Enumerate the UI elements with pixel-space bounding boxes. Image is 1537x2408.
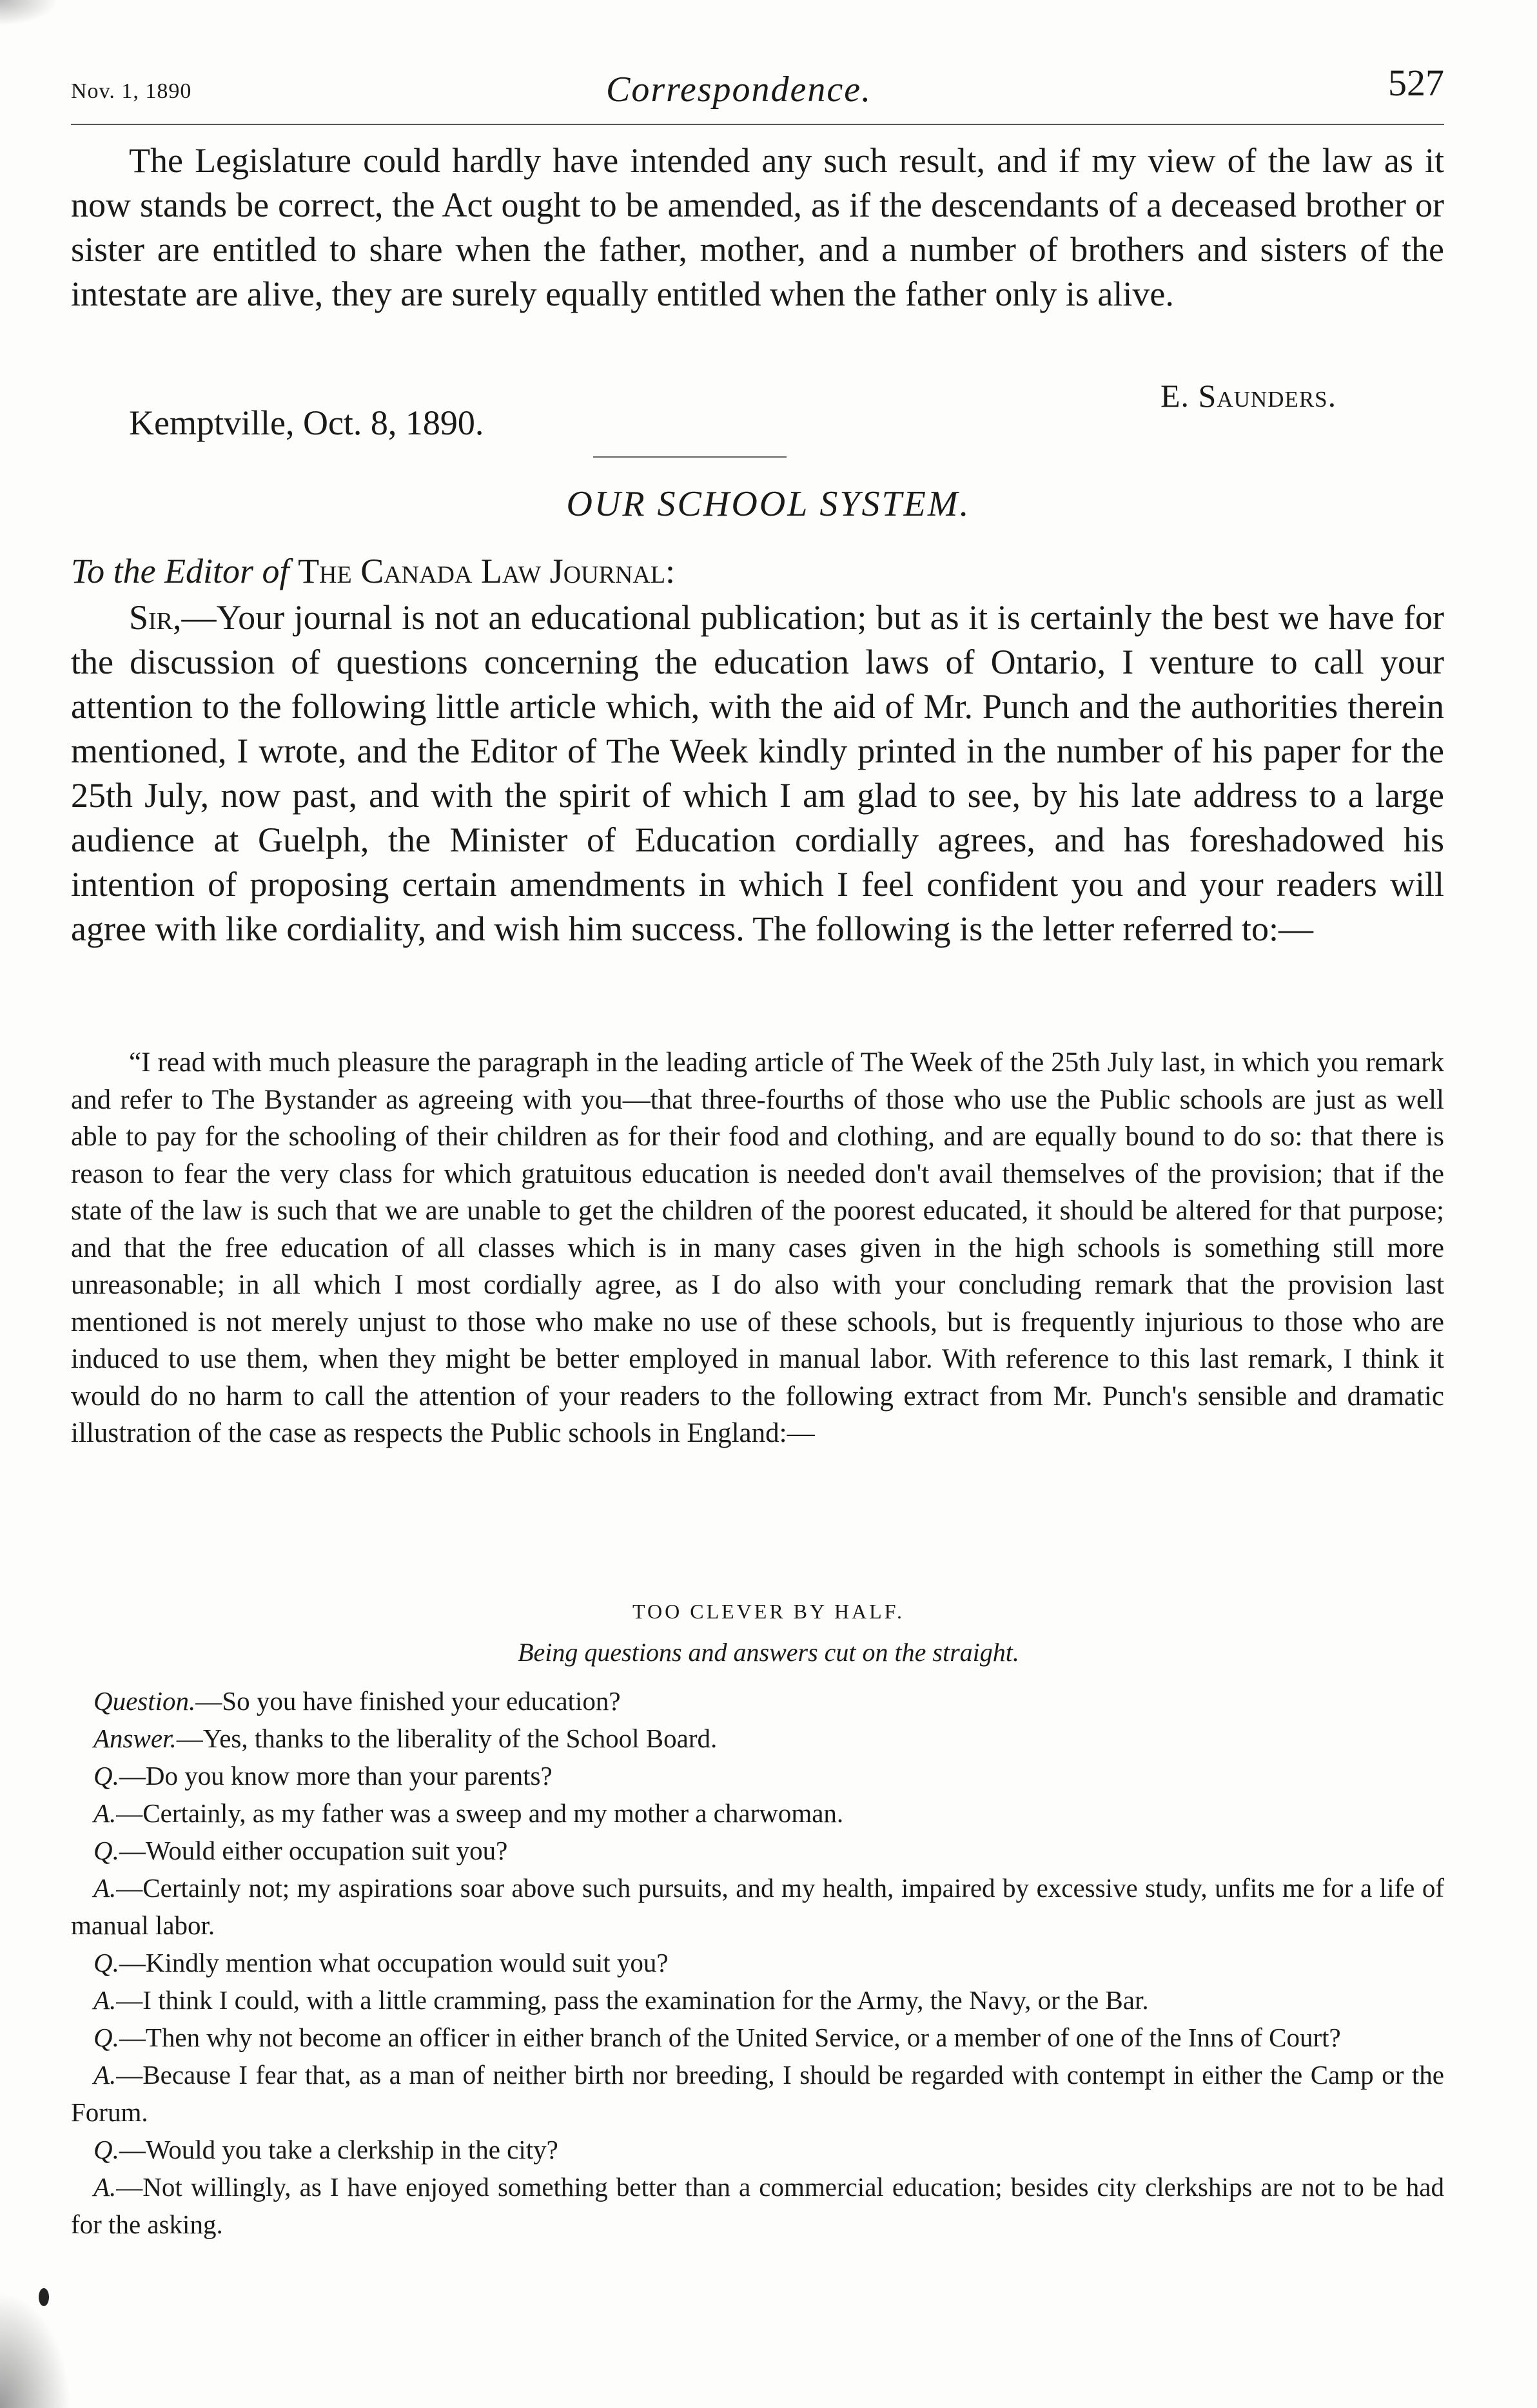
dialogue-speaker: A. bbox=[93, 1798, 117, 1828]
dialogue-line bbox=[71, 1944, 1444, 1981]
dialogue-text: —Would you take a clerkship in the city? bbox=[119, 2135, 558, 2164]
dialogue-text: —Yes, thanks to the liberality of the School Board. bbox=[176, 1723, 718, 1753]
dialogue-text: —I think I could, with a little cramming, pass the examination for the Army, the Navy, or the Bar. bbox=[116, 1985, 1149, 2015]
salutation-prefix: To the Editor of bbox=[71, 552, 289, 590]
dialogue-speaker: Question. bbox=[93, 1686, 196, 1716]
dialogue-speaker: Q. bbox=[93, 2135, 119, 2164]
running-header bbox=[71, 61, 1444, 119]
salutation bbox=[71, 551, 675, 591]
dialogue-speaker: Q. bbox=[93, 1836, 119, 1865]
quoted-letter-paragraph: “I read with much pleasure the paragraph in the leading article of The Week of the 25th July last, in which you remark and refer to The Bystander as agreeing with you—that three-fourths of those who use the Public schools are just as well able to pay for the schooling of their children as for their food and clothing, and are equally bound to do so: that there is reason to fear the very class for which gratuitous education is needed don't avail themselves of the provision; that if the state of the law is such that we are unable to get the children of the poorest educated, it should be altered for that purpose; and that the free education of all classes which is in many cases given in the high schools is something still more unreasonable; in all which I most cordially agree, as I do also with your concluding remark that the provision last mentioned is not merely unjust to those who make no use of these schools, but is frequently injurious to those who are induced to use them, when they might be better employed in manual labor. With reference to this last remark, I think it would do no harm to call the attention of your readers to the following extract from Mr. Punch's sensible and dramatic illustration of the case as respects the Public schools in England:— bbox=[71, 1047, 1444, 1448]
dialogue-line bbox=[71, 2056, 1444, 2131]
header-rule bbox=[71, 124, 1444, 125]
dialogue-line bbox=[71, 2131, 1444, 2168]
letter-text: ,—Your journal is not an educational publication; but as it is certainly the best we have for the discussion of questions concerning the education laws of Ontario, I venture to call your attention to the following little article which, with the aid of Mr. Punch and the authorities therein mentioned, I wrote, and the Editor of The Week kindly printed in the number of his paper for the 25th July, now past, and with the spirit of which I am glad to see, by his late address to a large audience at Guelph, the Minister of Education cordially agrees, and has foreshadowed his intention of proposing certain amendments in which I feel confident you and your readers will agree with like cordiality, and wish him success. The following is the letter referred to:— bbox=[71, 598, 1444, 948]
letter-paragraph bbox=[71, 596, 1444, 951]
dialogue-text: —Certainly not; my aspirations soar above such pursuits, and my health, impaired by excessive study, unfits me for a life of manual labor. bbox=[71, 1873, 1444, 1940]
opening-word: Sir bbox=[129, 598, 173, 637]
dialogue-text: —Kindly mention what occupation would suit you? bbox=[119, 1948, 669, 1977]
dialogue-list bbox=[71, 1682, 1444, 2243]
dialogue-speaker: A. bbox=[93, 2060, 117, 2090]
quoted-letter bbox=[71, 1044, 1444, 1452]
letter-body bbox=[71, 596, 1444, 951]
dialogue-text: —Not willingly, as I have enjoyed something better than a commercial education; besides city clerkships are not to be had for the asking. bbox=[71, 2172, 1444, 2239]
dialogue-speaker: Q. bbox=[93, 2023, 119, 2052]
scan-shadow-top bbox=[0, 0, 58, 26]
dialogue-line bbox=[71, 1720, 1444, 1757]
previous-letter-paragraph: The Legislature could hardly have intended any such result, and if my view of the law as it now stands be correct, the Act ought to be amended, as if the descendants of a deceased brother or sister are entitled to share when the father, mother, and a number of brothers and sisters of the intestate are alive, they are surely equally entitled when the father only is alive. bbox=[71, 141, 1444, 313]
dialogue-speaker: Q. bbox=[93, 1761, 119, 1791]
previous-letter bbox=[71, 139, 1444, 316]
dialogue-speaker: A. bbox=[93, 2172, 117, 2202]
article-title: OUR SCHOOL SYSTEM. bbox=[566, 484, 971, 524]
dialogue-line bbox=[71, 1981, 1444, 2019]
header-date: Nov. 1, 1890 bbox=[71, 79, 192, 103]
dialogue-line bbox=[71, 1832, 1444, 1869]
signature: E. Saunders. bbox=[1160, 378, 1337, 414]
header-title: Correspondence. bbox=[606, 70, 872, 110]
scan-shadow-bottom bbox=[0, 2292, 71, 2408]
dialogue-line bbox=[71, 1757, 1444, 1794]
dialogue-text: —Then why not become an officer in either branch of the United Service, or a member of one of the Inns of Court? bbox=[119, 2023, 1341, 2052]
salutation-journal: The Canada Law Journal: bbox=[298, 552, 676, 590]
dateline: Kemptville, Oct. 8, 1890. bbox=[129, 403, 484, 442]
dialogue-line bbox=[71, 2019, 1444, 2056]
dialogue-line bbox=[71, 2168, 1444, 2243]
dialogue-text: —Do you know more than your parents? bbox=[119, 1761, 553, 1791]
dialogue-speaker: A. bbox=[93, 1873, 117, 1903]
section-divider bbox=[593, 456, 787, 458]
dialogue-text: —So you have finished your education? bbox=[195, 1686, 621, 1716]
dialogue-line bbox=[71, 1682, 1444, 1720]
dialogue-text: —Certainly, as my father was a sweep and my mother a charwoman. bbox=[116, 1798, 844, 1828]
extract-subtitle: Being questions and answers cut on the straight. bbox=[518, 1638, 1019, 1667]
dialogue-line bbox=[71, 1869, 1444, 1944]
page-number: 527 bbox=[1388, 62, 1444, 104]
dialogue-speaker: Answer. bbox=[93, 1723, 177, 1753]
dialogue-text: —Because I fear that, as a man of neither birth nor breeding, I should be regarded with contempt in either the Camp or the Forum. bbox=[71, 2060, 1444, 2127]
dialogue-text: —Would either occupation suit you? bbox=[119, 1836, 508, 1865]
dialogue-line bbox=[71, 1794, 1444, 1832]
ink-mark bbox=[39, 2288, 49, 2306]
dialogue-speaker: Q. bbox=[93, 1948, 119, 1977]
dialogue-speaker: A. bbox=[93, 1985, 117, 2015]
extract-title: TOO CLEVER BY HALF. bbox=[632, 1600, 905, 1623]
